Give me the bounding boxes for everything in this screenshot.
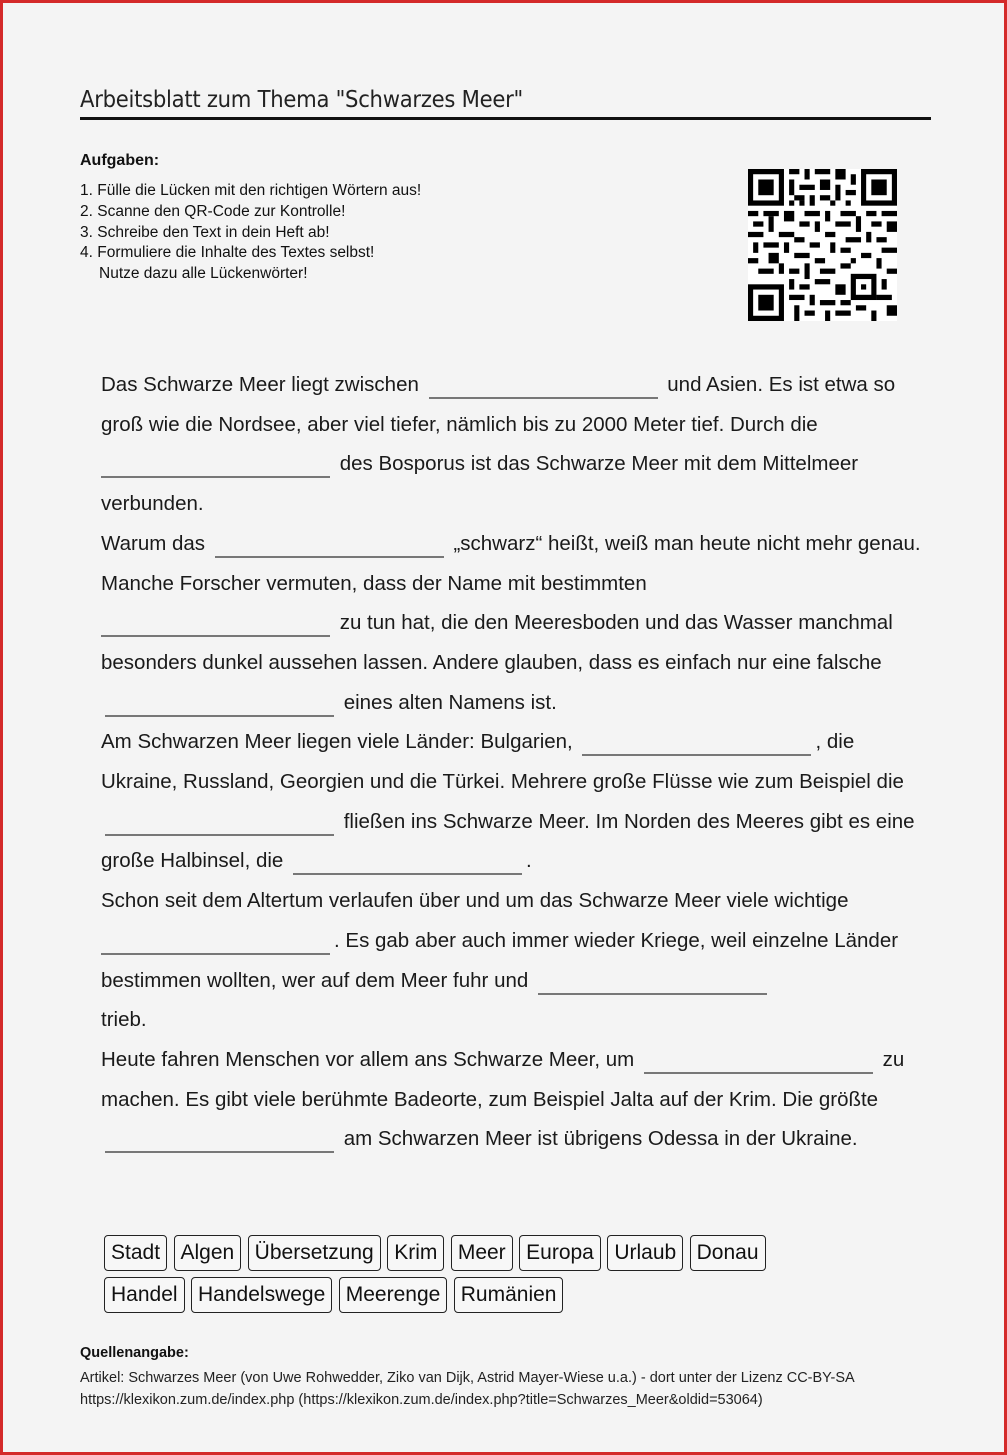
text-fragment: eines alten Namens ist. (343, 690, 557, 714)
worksheet-title: Arbeitsblatt zum Thema "Schwarzes Meer" (80, 87, 523, 113)
answer-gap[interactable] (538, 971, 767, 995)
word-card[interactable]: Donau (690, 1235, 766, 1271)
word-card[interactable]: Algen (174, 1235, 242, 1271)
answer-gap[interactable] (101, 613, 330, 637)
text-fragment: trieb. (101, 1008, 147, 1032)
text-fragment: . (526, 849, 532, 873)
text-fragment: . Es gab aber auch immer wieder Kriege, weil einzelne Länder bestimmen wollten, wer auf dem Meer fuhr und (101, 928, 899, 992)
word-card[interactable]: Krim (387, 1235, 444, 1271)
word-bank (104, 1235, 904, 1319)
answer-gap[interactable] (105, 812, 334, 836)
answer-gap[interactable] (105, 1129, 334, 1153)
text-fragment: zu tun hat, die den Meeresboden und das Wasser manchmal besonders dunkel aussehen lassen. Andere glauben, dass es einfach nur eine falsche (101, 611, 893, 674)
text-fragment: , die Ukraine, Russland, Georgien und die Türkei. Mehrere große Flüsse wie zum Beispiel die (101, 730, 904, 794)
source-heading: Quellenangabe: (80, 1345, 189, 1361)
answer-gap[interactable] (582, 732, 811, 756)
task-item: 4. Formuliere die Inhalte des Textes selbst! (80, 244, 375, 262)
text-fragment: zu machen. Es gibt viele berühmte Badeorte, zum Beispiel Jalta auf der Krim. Die größte (101, 1047, 905, 1111)
source-article: Artikel: Schwarzes Meer (von Uwe Rohwedder, Ziko van Dijk, Astrid Mayer-Wiese u.a.) - dort unter der Lizenz CC-BY-SA (80, 1370, 855, 1386)
text-fragment: und Asien. Es ist etwa so groß wie die Nordsee, aber viel tiefer, nämlich bis zu 2000 Meter tief. Durch die (101, 373, 896, 436)
task-item: 2. Scanne den QR-Code zur Kontrolle! (80, 202, 346, 220)
word-card[interactable]: Meerenge (339, 1277, 448, 1313)
text-fragment: Schon seit dem Altertum verlaufen über und um das Schwarze Meer viele wichtige (101, 889, 849, 913)
text-fragment: Das Schwarze Meer liegt zwischen (101, 373, 419, 396)
answer-gap[interactable] (293, 851, 522, 875)
qr-code (748, 169, 897, 321)
word-card[interactable]: Stadt (104, 1235, 167, 1271)
task-item: 3. Schreibe den Text in dein Heft ab! (80, 223, 330, 241)
word-card[interactable]: Handel (104, 1277, 185, 1313)
task-item: Nutze dazu alle Lückenwörter! (99, 265, 308, 283)
answer-gap[interactable] (105, 693, 334, 717)
cloze-text (101, 365, 931, 1159)
word-card[interactable]: Europa (519, 1235, 601, 1271)
text-fragment: fließen ins Schwarze Meer. Im Norden des Meeres gibt es eine große Halbinsel, die (101, 809, 915, 873)
text-fragment: Am Schwarzen Meer liegen viele Länder: Bulgarien, (101, 730, 573, 754)
paragraph-5 (101, 1040, 931, 1159)
text-fragment: „schwarz“ heißt, weiß man heute nicht mehr genau. Manche Forscher vermuten, dass der Name mit bestimmten (101, 531, 921, 595)
source-reference (80, 1367, 855, 1411)
answer-gap[interactable] (644, 1050, 873, 1074)
text-fragment: Heute fahren Menschen vor allem ans Schwarze Meer, um (101, 1047, 635, 1071)
answer-gap[interactable] (429, 375, 658, 399)
text-fragment: am Schwarzen Meer ist übrigens Odessa in der Ukraine. (343, 1127, 858, 1151)
task-list (80, 181, 421, 285)
answer-gap[interactable] (101, 454, 330, 478)
answer-gap[interactable] (101, 931, 330, 955)
paragraph-2 (101, 524, 931, 723)
text-fragment: Warum das (101, 531, 206, 555)
task-item: 1. Fülle die Lücken mit den richtigen Wörtern aus! (80, 182, 422, 199)
tasks-heading: Aufgaben: (80, 152, 160, 169)
title-divider (80, 117, 931, 120)
word-card[interactable]: Urlaub (607, 1235, 683, 1271)
paragraph-1 (101, 365, 931, 524)
word-card[interactable]: Übersetzung (248, 1235, 381, 1271)
paragraph-4 (101, 881, 931, 1040)
word-card[interactable]: Rumänien (454, 1277, 564, 1313)
source-link[interactable]: https://klexikon.zum.de/index.php (https://klexikon.zum.de/index.php?title=Schwarzes_Meer&oldid=53064) (80, 1392, 763, 1408)
word-card[interactable]: Meer (451, 1235, 513, 1271)
paragraph-3 (101, 722, 931, 881)
word-card[interactable]: Handelswege (191, 1277, 332, 1313)
answer-gap[interactable] (215, 534, 444, 558)
text-fragment: des Bosporus ist das Schwarze Meer mit dem Mittelmeer verbunden. (101, 452, 859, 516)
